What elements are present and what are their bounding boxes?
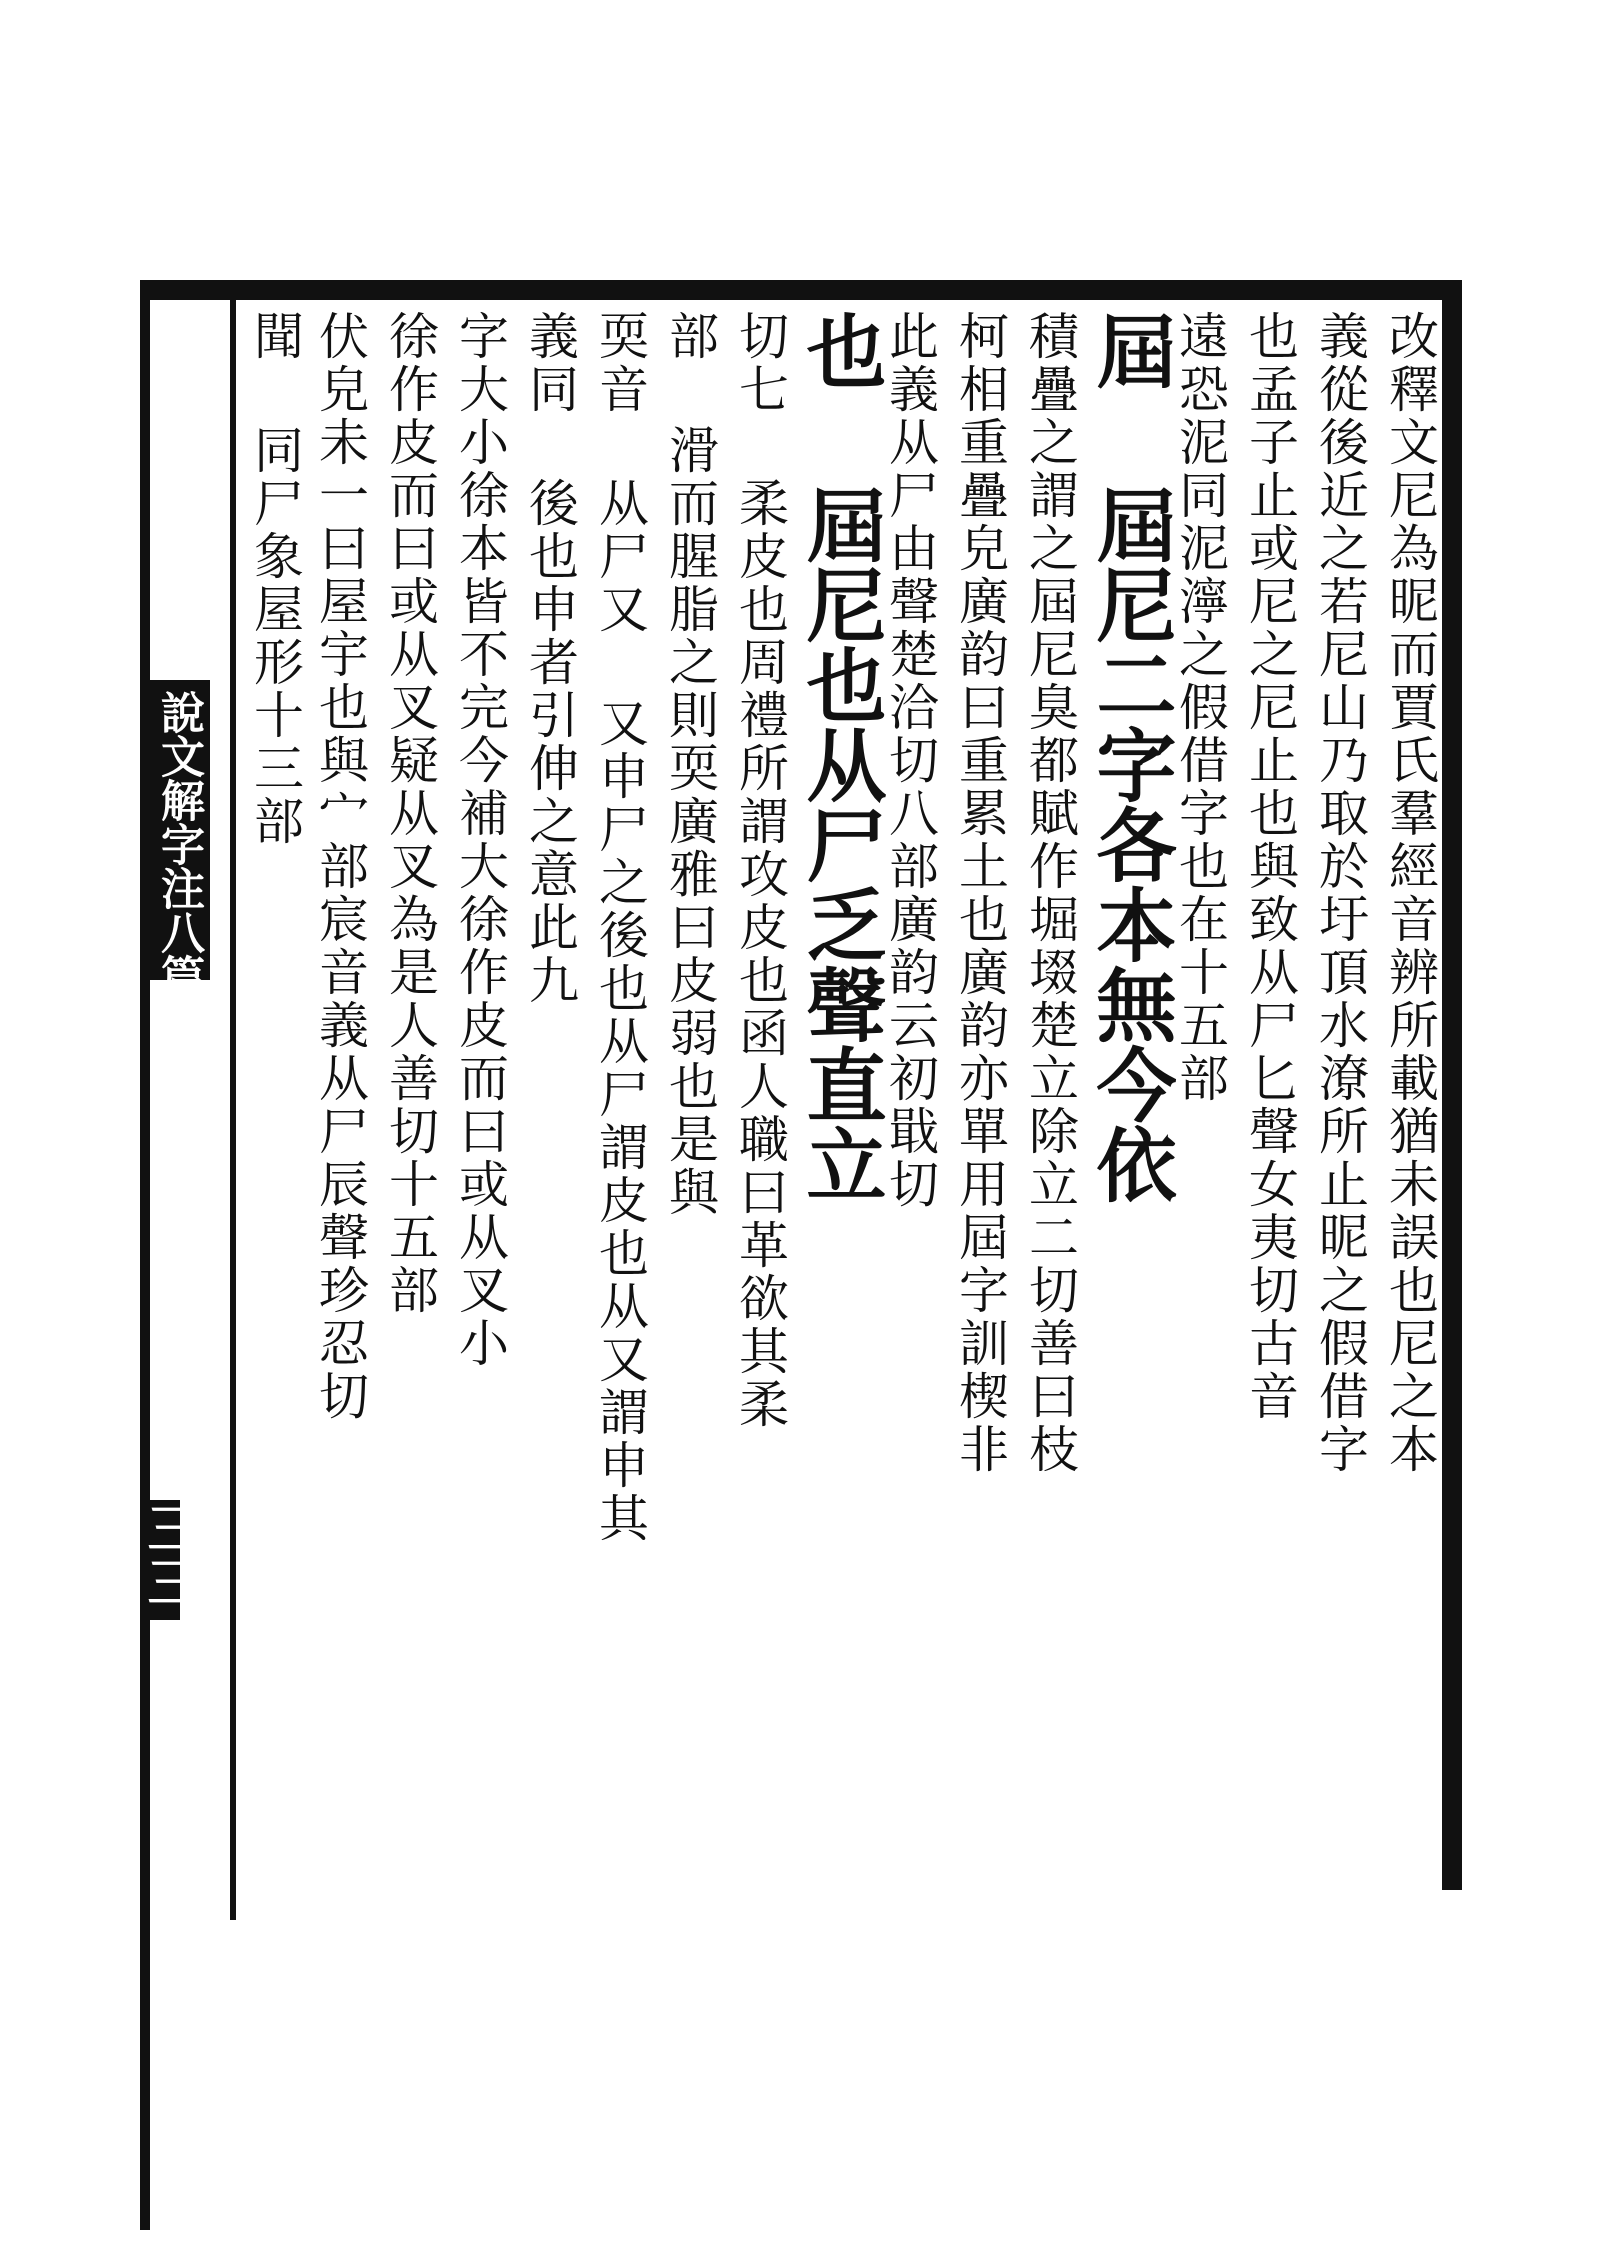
text-column-1: 改釋文尼為昵而賈氏羣經音辨所載猶未誤也尼之本 [1381,310,1439,1476]
inner-column-rule [230,300,236,1920]
text-column-2: 義從後近之若尼山乃取於圩頂水潦所止昵之假借字 [1311,310,1369,1476]
text-column-16: 伏皃未一曰屋宇也與宀部宸音義从尸辰聲珍忍切 [311,310,369,1423]
frame-top-rule [140,280,1460,300]
margin-title: 說文解字注八篇上 [153,690,204,1042]
text-column-10: 切七 柔皮也周禮所謂攻皮也函人職曰革欲其柔 [731,310,789,1431]
text-column-12: 耎音 从尸又 又申尸之後也从尸謂皮也从又謂申其 [591,310,649,1545]
margin-page-number: 三三 [139,1500,203,1608]
frame-left-rule [140,280,150,2230]
text-column-8: 此義从尸由聲楚洽切八部廣韵云初戢切 [881,310,939,1211]
frame-right-rule [1442,280,1462,1890]
text-column-3: 也孟子止或尼之尼止也與致从尸匕聲女夷切古音 [1241,310,1299,1423]
text-column-4: 遠恐泥同泥濘之假借字也在十五部 [1171,310,1229,1105]
text-column-13: 義同 後也申者引伸之意此九 [521,310,579,1007]
text-column-9: 也 屆尼也从尸乏聲直立 [793,310,887,1204]
text-column-6: 積疊之謂之屆尼臭都賦作堀㙍楚立除立二切善曰枝 [1021,310,1079,1476]
text-column-14: 字大小徐本皆不完今補大徐作皮而曰或从叉小 [451,310,509,1370]
text-column-17: 聞 同尸象屋形十三部 [246,310,304,848]
text-column-5: 屆 屆尼二字各本無今依 [1083,310,1177,1204]
text-column-15: 徐作皮而曰或从叉疑从叉為是人善切十五部 [381,310,439,1317]
text-column-11: 部 滑而腥脂之則耎廣雅曰皮弱也是與 [661,310,719,1219]
text-column-7: 柯相重疊皃廣韵曰重累土也廣韵亦單用屆字訓楔非 [951,310,1009,1476]
